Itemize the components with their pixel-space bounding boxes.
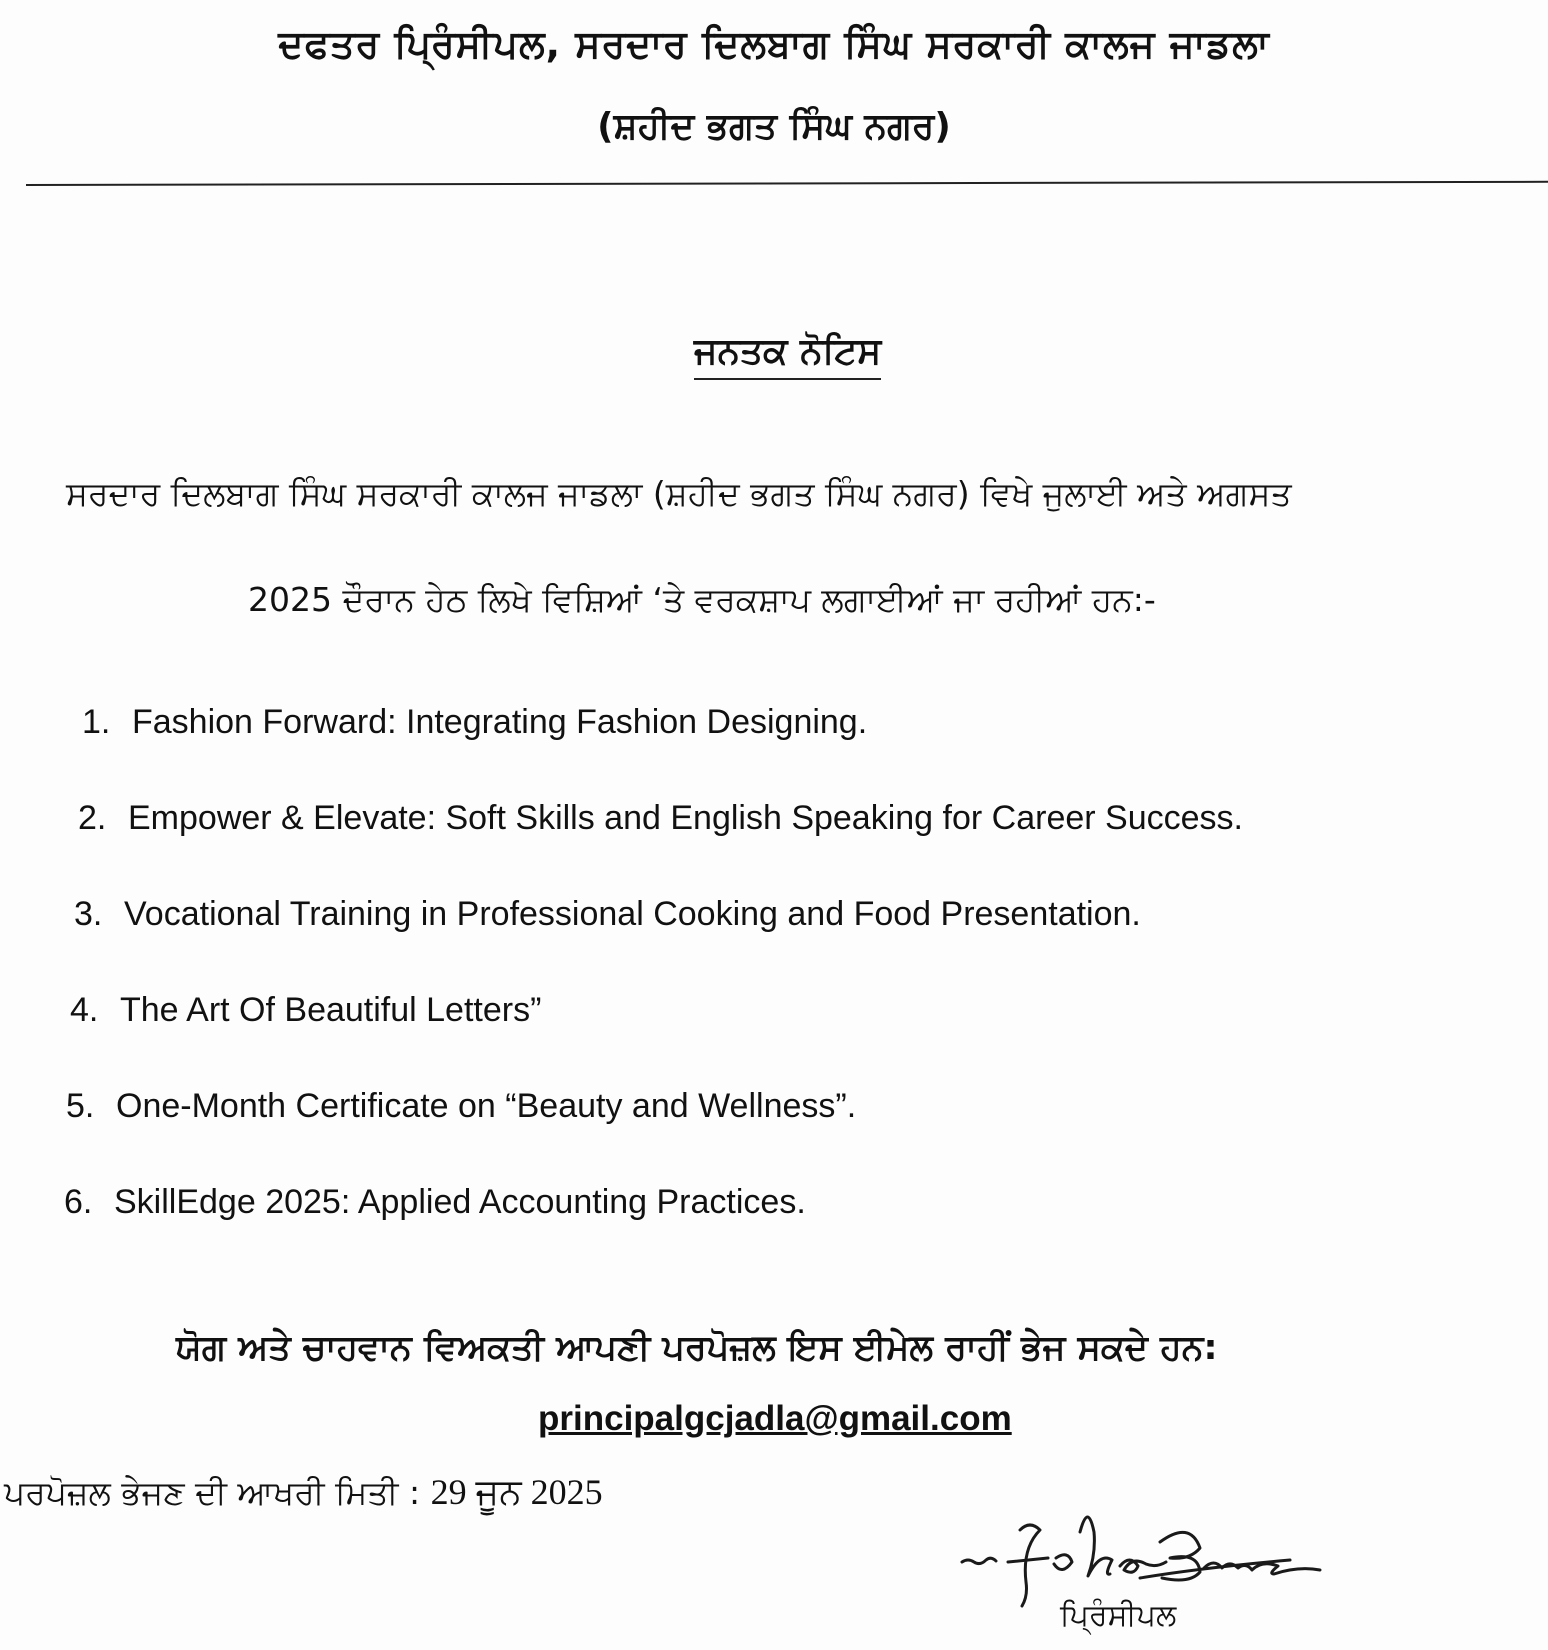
- office-subtitle: (ਸ਼ਹੀਦ ਭਗਤ ਸਿੰਘ ਨਗਰ): [597, 106, 951, 147]
- workshop-item: [66, 1084, 856, 1128]
- workshop-item: [78, 796, 1243, 840]
- intro-line-2: 2025 ਦੌਰਾਨ ਹੇਠ ਲਿਖੇ ਵਿਸ਼ਿਆਂ ‘ਤੇ ਵਰਕਸ਼ਾਪ ਲਗਾਈਆਂ ਜਾ ਰਹੀਆਂ ਹਨ:-: [248, 580, 1156, 619]
- office-title: ਦਫਤਰ ਪ੍ਰਿੰਸੀਪਲ, ਸਰਦਾਰ ਦਿਲਬਾਗ ਸਿੰਘ ਸਰਕਾਰੀ ਕਾਲਜ ਜਾਡਲਾ: [278, 22, 1270, 66]
- deadline-line: [4, 1469, 603, 1516]
- workshop-number: 2.: [78, 799, 107, 837]
- workshop-number: 3.: [74, 895, 103, 933]
- application-instruction: ਯੋਗ ਅਤੇ ਚਾਹਵਾਨ ਵਿਅਕਤੀ ਆਪਣੀ ਪਰਪੋਜ਼ਲ ਇਸ ਈਮੇਲ ਰਾਹੀਂ ਭੇਜ ਸਕਦੇ ਹਨ:: [176, 1328, 1218, 1368]
- workshop-item: [82, 700, 867, 744]
- workshop-title: Vocational Training in Professional Cooking and Food Presentation.: [124, 895, 1141, 933]
- workshop-title: Fashion Forward: Integrating Fashion Designing.: [132, 703, 868, 741]
- deadline-date: 29 ਜੂਨ 2025: [430, 1472, 603, 1512]
- header-divider: [26, 181, 1548, 186]
- workshop-title: SkillEdge 2025: Applied Accounting Practices.: [114, 1183, 806, 1221]
- workshop-number: 5.: [66, 1087, 95, 1125]
- workshop-number: 4.: [70, 991, 99, 1029]
- workshop-item: [74, 892, 1141, 936]
- notice-heading: ਜਨਤਕ ਨੋਟਿਸ: [694, 330, 881, 380]
- intro-line-1: ਸਰਦਾਰ ਦਿਲਬਾਗ ਸਿੰਘ ਸਰਕਾਰੀ ਕਾਲਜ ਜਾਡਲਾ (ਸ਼ਹੀਦ ਭਗਤ ਸਿੰਘ ਨਗਰ) ਵਿਖੇ ਜੁਲਾਈ ਅਤੇ ਅਗਸਤ: [66, 474, 1292, 513]
- workshop-title: The Art Of Beautiful Letters”: [120, 991, 542, 1029]
- workshop-title: One-Month Certificate on “Beauty and Wellness”.: [116, 1087, 857, 1125]
- deadline-label: ਪਰਪੋਜ਼ਲ ਭੇਜਣ ਦੀ ਆਖਰੀ ਮਿਤੀ :: [4, 1473, 421, 1512]
- workshop-number: 1.: [82, 703, 111, 741]
- workshop-number: 6.: [64, 1183, 93, 1221]
- email-link[interactable]: principalgcjadla@gmail.com: [538, 1399, 1012, 1438]
- workshop-item: [70, 988, 541, 1032]
- workshop-title: Empower & Elevate: Soft Skills and English Speaking for Career Success.: [128, 799, 1243, 837]
- workshop-item: [64, 1180, 806, 1224]
- signature-title: ਪ੍ਰਿੰਸੀਪਲ: [1060, 1598, 1177, 1633]
